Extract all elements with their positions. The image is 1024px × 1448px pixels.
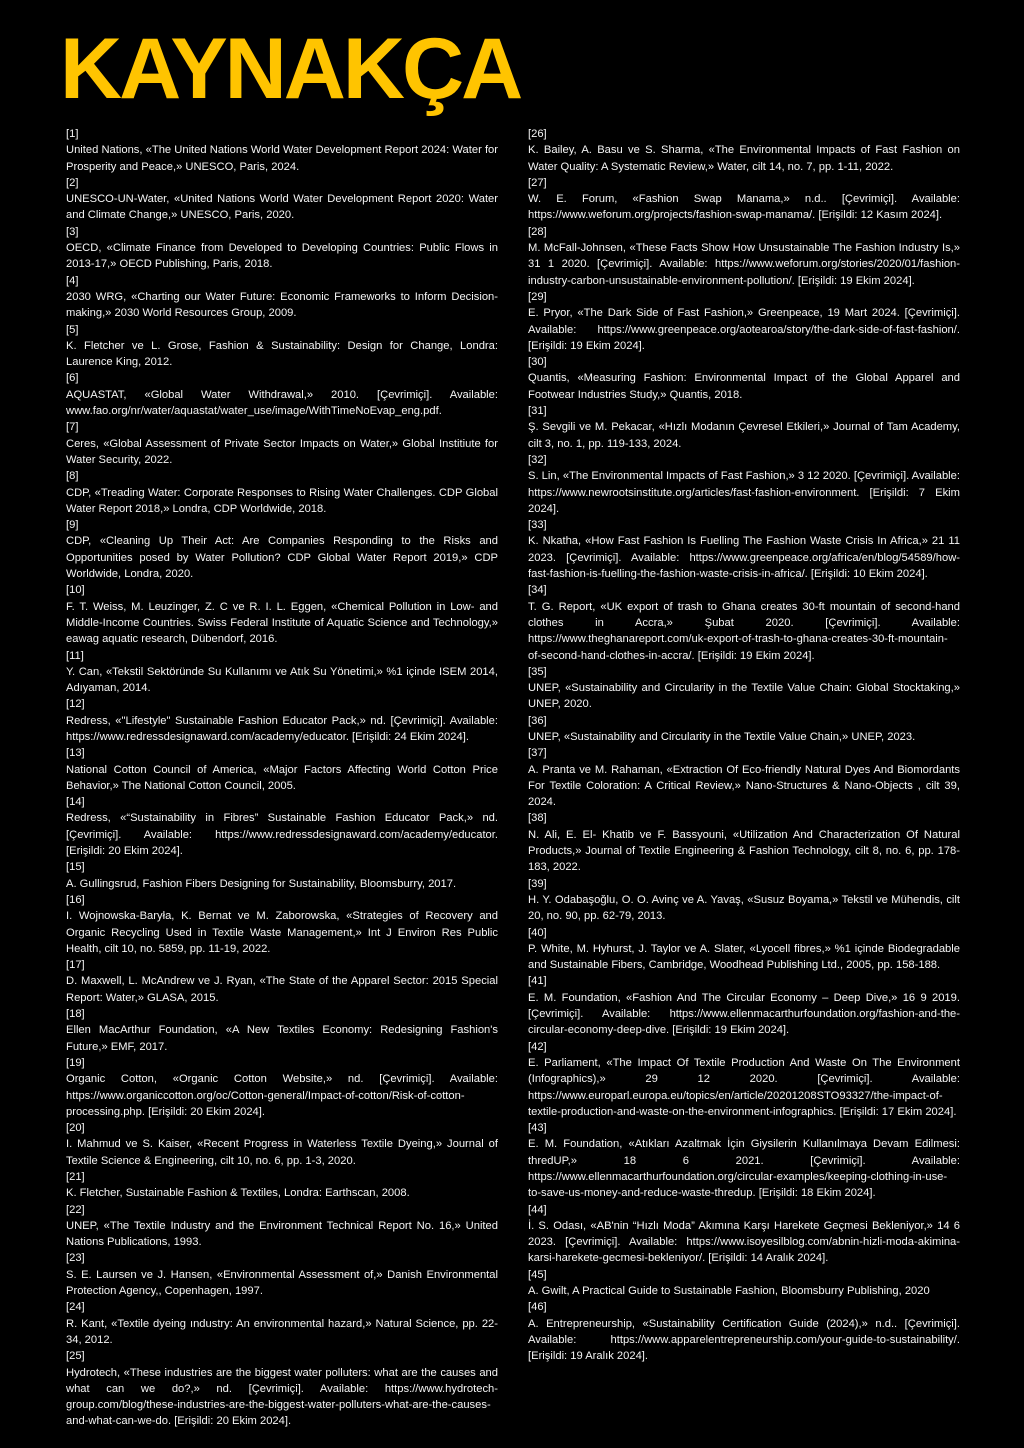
reference-item	[528, 126, 960, 175]
reference-item	[66, 322, 498, 371]
reference-text: CDP, «Cleaning Up Their Act: Are Companies Responding to the Risks and Opportunities posed by Water Pollution? CDP Global Water Report 2019,» CDP Worldwide, Londra, 2020.	[66, 535, 498, 581]
reference-text: S. E. Laursen ve J. Hansen, «Environmental Assessment of,» Danish Environmental Protection Agency,, Copenhagen, 1997.	[66, 1268, 498, 1298]
reference-item	[528, 289, 960, 354]
reference-text: K. Nkatha, «How Fast Fashion Is Fuelling The Fashion Waste Crisis In Africa,» 21 11 2023. [Çevrimiçi]. Available: https://www.greenpeace.org/africa/en/blog/54589/how-fast-fashion-is-fuelling-the-fashion-waste-crisis-in-africa/. [Erişildi: 10 Ekim 2024].	[528, 535, 960, 581]
reference-number: [7]	[66, 421, 79, 434]
reference-text: K. Fletcher ve L. Grose, Fashion & Sustainability: Design for Change, Londra: Laurence King, 2012.	[66, 339, 498, 369]
reference-text: Ceres, «Global Assessment of Private Sector Impacts on Water,» Global Institiute for Water Security, 2022.	[66, 437, 498, 466]
reference-text: K. Fletcher, Sustainable Fashion & Textiles, Londra: Earthscan, 2008.	[66, 1187, 410, 1200]
reference-text: R. Kant, «Textile dyeing ındustry: An environmental hazard,» Natural Science, pp. 22-34, 2012.	[66, 1317, 498, 1346]
reference-number: [15]	[66, 861, 85, 874]
reference-item	[66, 175, 498, 224]
reference-text: Quantis, «Measuring Fashion: Environmental Impact of the Global Apparel and Footwear Industries Study,» Quantis, 2018.	[528, 372, 960, 401]
reference-text: 2030 WRG, «Charting our Water Future: Economic Frameworks to Inform Decision-making,» 2030 World Resources Group, 2009.	[66, 290, 498, 320]
reference-number: [46]	[528, 1301, 547, 1314]
reference-item	[66, 696, 498, 745]
reference-item	[66, 370, 498, 419]
reference-item	[528, 973, 960, 1038]
reference-text: K. Bailey, A. Basu ve S. Sharma, «The Environmental Impacts of Fast Fashion on Water Quality: A Systematic Review,» Water, cilt 14, no. 7, pp. 1-11, 2022.	[528, 144, 960, 173]
reference-item	[528, 1039, 960, 1120]
reference-text: P. White, M. Hyhurst, J. Taylor ve A. Slater, «Lyocell fibres,» %1 içinde Biodegradable and Sustainable Fibers, Cambridge, Woodhead Publishing Ltd., 2005, pp. 158-188.	[528, 942, 960, 972]
reference-text: T. G. Report, «UK export of trash to Ghana creates 30-ft mountain of second-hand clothes in Accra,» Şubat 2020. [Çevrimiçi]. Available: https://www.theghanareport.com/uk-export-of-trash-to-ghana-creates-30-ft-mountain-of-second-hand-clothes-in-accra/. [Erişildi: 19 Ekim 2024].	[528, 600, 960, 662]
reference-number: [11]	[66, 649, 84, 662]
reference-text: İ. S. Odası, «AB'nin “Hızlı Moda” Akımına Karşı Harekete Geçmesi Bekleniyor,» 14 6 2023. [Çevrimiçi]. Available: https://www.isoyesilblog.com/abnin-hizli-moda-akimina-karsi-harekete-gecmesi-bekleniyor/. [Erişildi: 14 Aralık 2024].	[528, 1219, 960, 1265]
reference-item	[66, 582, 498, 647]
reference-text: UNEP, «Sustainability and Circularity in the Textile Value Chain,» UNEP, 2023.	[528, 730, 916, 743]
reference-item	[528, 876, 960, 925]
reference-number: [40]	[528, 926, 547, 939]
references-left-column	[66, 126, 498, 1430]
reference-number: [12]	[66, 698, 85, 711]
reference-number: [8]	[66, 470, 79, 483]
reference-number: [4]	[66, 274, 79, 287]
reference-number: [28]	[528, 225, 547, 238]
reference-item	[528, 925, 960, 974]
reference-item	[66, 859, 498, 892]
reference-number: [23]	[66, 1252, 85, 1265]
reference-item	[66, 273, 498, 322]
reference-text: A. Gwilt, A Practical Guide to Sustainable Fashion, Bloomsburry Publishing, 2020	[528, 1285, 930, 1298]
reference-text: UNEP, «The Textile Industry and the Environment Technical Report No. 16,» United Nations Publications, 1993.	[66, 1219, 498, 1249]
reference-number: [17]	[66, 959, 85, 972]
reference-number: [19]	[66, 1056, 85, 1069]
reference-number: [2]	[66, 176, 79, 189]
reference-text: AQUASTAT, «Global Water Withdrawal,» 2010. [Çevrimiçi]. Available: www.fao.org/nr/water/aquastat/water_use/image/WithTimeNoEvap_eng.pdf.	[66, 388, 498, 418]
reference-text: OECD, «Climate Finance from Developed to Developing Countries: Public Flows in 2013-17,» OECD Publishing, Paris, 2018.	[66, 242, 498, 271]
reference-text: N. Ali, E. El- Khatib ve F. Bassyouni, «Utilization And Characterization Of Natural Products,» Journal of Textile Engineering & Fashion Technology, cilt 8, no. 6, pp. 178-183, 2022.	[528, 828, 960, 874]
reference-text: S. Lin, «The Environmental Impacts of Fast Fashion,» 3 12 2020. [Çevrimiçi]. Available: https://www.newrootsinstitute.org/articles/fast-fashion-environment. [Erişildi: 7 Ekim 2024].	[528, 470, 960, 515]
reference-number: [6]	[66, 372, 79, 385]
reference-number: [41]	[528, 975, 547, 988]
reference-number: [39]	[528, 877, 547, 890]
reference-number: [21]	[66, 1171, 85, 1183]
reference-item	[528, 403, 960, 452]
reference-item	[66, 1169, 498, 1202]
reference-item	[66, 1006, 498, 1055]
reference-item	[528, 1120, 960, 1201]
reference-number: [18]	[66, 1008, 85, 1021]
reference-number: [20]	[66, 1122, 85, 1135]
reference-number: [25]	[66, 1350, 85, 1363]
reference-number: [42]	[528, 1040, 547, 1053]
reference-item	[66, 1120, 498, 1169]
reference-item	[528, 175, 960, 224]
reference-item	[66, 892, 498, 957]
reference-item	[66, 468, 498, 517]
reference-text: Y. Can, «Tekstil Sektöründe Su Kullanımı ve Atık Su Yönetimi,» %1 içinde ISEM 2014, Adıyaman, 2014.	[66, 665, 498, 695]
reference-text: A. Gullingsrud, Fashion Fibers Designing for Sustainability, Bloomsburry, 2017.	[66, 877, 457, 890]
reference-text: E. M. Foundation, «Fashion And The Circular Economy – Deep Dive,» 16 9 2019. [Çevrimiçi]. Available: https://www.ellenmacarthurfoundation.org/fashion-and-the-circular-economy-deep-dive. [Erişildi: 19 Ekim 2024].	[528, 991, 960, 1037]
reference-text: E. Parliament, «The Impact Of Textile Production And Waste On The Environment (Infographics),» 29 12 2020. [Çevrimiçi]. Available: https://www.europarl.europa.eu/topics/en/article/20201208STO93327/the-impact-of-textile-production-and-waste-on-the-environment-infographics. [Erişildi: 17 Ekim 2024].	[528, 1056, 960, 1118]
reference-item	[66, 1299, 498, 1348]
reference-text: UNEP, «Sustainability and Circularity in the Textile Value Chain: Global Stocktaking,» UNEP, 2020.	[528, 682, 960, 711]
reference-number: [35]	[528, 665, 547, 678]
reference-text: United Nations, «The United Nations World Water Development Report 2024: Water for Prosperity and Peace,» UNESCO, Paris, 2024.	[66, 144, 498, 173]
reference-text: E. M. Foundation, «Atıkları Azaltmak İçin Giysilerin Kullanılmaya Devam Edilmesi: thredUP,» 18 6 2021. [Çevrimiçi]. Available: https://www.ellenmacarthurfoundation.org/circular-examples/keeping-clothing-in-use-to-save-us-money-and-reduce-waste-thredup. [Erişildi: 18 Ekim 2024].	[528, 1138, 960, 1200]
reference-text: I. Wojnowska-Baryła, K. Bernat ve M. Zaborowska, «Strategies of Recovery and Organic Recycling Used in Textile Waste Management,» Int J Environ Res Public Health, cilt 10, no. 5859, pp. 11-19, 2022.	[66, 910, 498, 955]
reference-item	[528, 452, 960, 517]
reference-text: H. Y. Odabaşoğlu, O. O. Avinç ve A. Yavaş, «Susuz Boyama,» Tekstil ve Mühendis, cilt 20, no. 90, pp. 62-79, 2013.	[528, 893, 960, 923]
reference-number: [3]	[66, 225, 79, 238]
reference-item	[66, 224, 498, 273]
reference-number: [34]	[528, 584, 547, 597]
reference-number: [10]	[66, 584, 85, 597]
reference-item	[528, 224, 960, 289]
reference-item	[66, 1202, 498, 1251]
reference-item	[66, 517, 498, 582]
reference-text: National Cotton Council of America, «Major Factors Affecting World Cotton Price Behavior,» The National Cotton Council, 2005.	[66, 763, 498, 792]
reference-number: [26]	[528, 128, 547, 140]
reference-text: I. Mahmud ve S. Kaiser, «Recent Progress in Waterless Textile Dyeing,» Journal of Textile Science & Engineering, cilt 10, no. 6, pp. 1-3, 2020.	[66, 1138, 498, 1167]
reference-number: [37]	[528, 747, 547, 760]
reference-item	[66, 1348, 498, 1429]
reference-number: [5]	[66, 323, 79, 336]
reference-number: [43]	[528, 1122, 547, 1135]
reference-number: [44]	[528, 1203, 547, 1216]
reference-number: [30]	[528, 356, 547, 369]
reference-item	[528, 713, 960, 746]
reference-item	[528, 517, 960, 582]
reference-item	[528, 1267, 960, 1300]
reference-number: [22]	[66, 1203, 85, 1216]
reference-item	[66, 419, 498, 468]
references-columns	[66, 126, 960, 1430]
reference-number: [38]	[528, 812, 547, 825]
reference-text: Redress, «“Sustainability in Fibres” Sustainable Fashion Educator Pack,» nd. [Çevrimiçi]. Available: https://www.redressdesignaward.com/academy/educator. [Erişildi: 20 Ekim 2024].	[66, 812, 498, 858]
reference-text: A. Entrepreneurship, «Sustainability Certification Guide (2024),» n.d.. [Çevrimiçi]. Available: https://www.apparelentrepreneurship.com/your-guide-to-sustainability/. [Erişildi: 19 Aralık 2024].	[528, 1317, 960, 1363]
reference-text: M. McFall-Johnsen, «These Facts Show How Unsustainable The Fashion Industry Is,» 31 1 2020. [Çevrimiçi]. Available: https://www.weforum.org/stories/2020/01/fashion-industry-carbon-unsustainable-environment-pollution/. [Erişildi: 19 Ekim 2024].	[528, 242, 960, 287]
reference-item	[528, 1299, 960, 1364]
reference-number: [1]	[66, 128, 79, 140]
reference-number: [14]	[66, 796, 85, 809]
references-right-column	[528, 126, 960, 1430]
reference-text: Ellen MacArthur Foundation, «A New Textiles Economy: Redesigning Fashion's Future,» EMF, 2017.	[66, 1024, 498, 1053]
reference-item	[528, 745, 960, 810]
reference-number: [24]	[66, 1301, 85, 1314]
reference-number: [36]	[528, 714, 547, 727]
reference-number: [27]	[528, 176, 547, 189]
reference-text: E. Pryor, «The Dark Side of Fast Fashion,» Greenpeace, 19 Mart 2024. [Çevrimiçi]. Available: https://www.greenpeace.org/aotearoa/story/the-dark-side-of-fast-fashion/. [Erişildi: 19 Ekim 2024].	[528, 307, 960, 352]
reference-number: [31]	[528, 405, 547, 418]
reference-text: A. Pranta ve M. Rahaman, «Extraction Of Eco-friendly Natural Dyes And Biomordants For Textile Coloration: A Critical Review,» Nano-Structures & Nano-Objects , cilt 39, 2024.	[528, 763, 960, 809]
reference-number: [45]	[528, 1268, 547, 1281]
reference-number: [16]	[66, 893, 85, 906]
reference-item	[66, 957, 498, 1006]
reference-item	[528, 810, 960, 875]
reference-item	[528, 664, 960, 713]
reference-number: [9]	[66, 519, 79, 532]
reference-item	[66, 648, 498, 697]
page-title: KAYNAKÇA	[60, 21, 521, 117]
reference-item	[66, 1055, 498, 1120]
reference-text: Ş. Sevgili ve M. Pekacar, «Hızlı Modanın Çevresel Etkileri,» Journal of Tam Academy, cilt 3, no. 1, pp. 119-133, 2024.	[528, 421, 960, 450]
reference-text: F. T. Weiss, M. Leuzinger, Z. C ve R. I. L. Eggen, «Chemical Pollution in Low- and Middle-Income Countries. Swiss Federal Institute of Aquatic Science and Technology,» eawag aquatic research, Dübendorf, 2016.	[66, 600, 498, 646]
reference-item	[66, 745, 498, 794]
reference-text: Organic Cotton, «Organic Cotton Website,» nd. [Çevrimiçi]. Available: https://www.organiccotton.org/oc/Cotton-general/Impact-of-cotton/Risk-of-cotton-processing.php. [Erişildi: 20 Ekim 2024].	[66, 1073, 498, 1118]
reference-item	[528, 1202, 960, 1267]
reference-text: Redress, «"Lifestyle" Sustainable Fashion Educator Pack,» nd. [Çevrimiçi]. Available: https://www.redressdesignaward.com/academy/educator. [Erişildi: 24 Ekim 2024].	[66, 714, 498, 743]
reference-text: W. E. Forum, «Fashion Swap Manama,» n.d.. [Çevrimiçi]. Available: https://www.weforum.org/projects/fashion-swap-manama/. [Erişildi: 12 Kasım 2024].	[528, 193, 960, 222]
reference-item	[66, 794, 498, 859]
reference-number: [32]	[528, 453, 547, 466]
reference-text: D. Maxwell, L. McAndrew ve J. Ryan, «The State of the Apparel Sector: 2015 Special Report: Water,» GLASA, 2015.	[66, 975, 498, 1004]
reference-item	[66, 126, 498, 175]
reference-number: [33]	[528, 519, 547, 532]
reference-number: [29]	[528, 290, 547, 303]
reference-text: UNESCO-UN-Water, «United Nations World Water Development Report 2020: Water and Climate Change,» UNESCO, Paris, 2020.	[66, 193, 498, 222]
reference-number: [13]	[66, 747, 85, 760]
reference-item	[528, 354, 960, 403]
reference-item	[66, 1250, 498, 1299]
reference-text: Hydrotech, «These industries are the biggest water polluters: what are the causes and what can we do?,» nd. [Çevrimiçi]. Available: https://www.hydrotech-group.com/blog/these-industries-are-the-biggest-water-polluters-what-are-the-causes-and-what-can-we-do. [Erişildi: 20 Ekim 2024].	[66, 1366, 498, 1428]
reference-text: CDP, «Treading Water: Corporate Responses to Rising Water Challenges. CDP Global Water Report 2018,» Londra, CDP Worldwide, 2018.	[66, 486, 498, 515]
reference-item	[528, 582, 960, 663]
